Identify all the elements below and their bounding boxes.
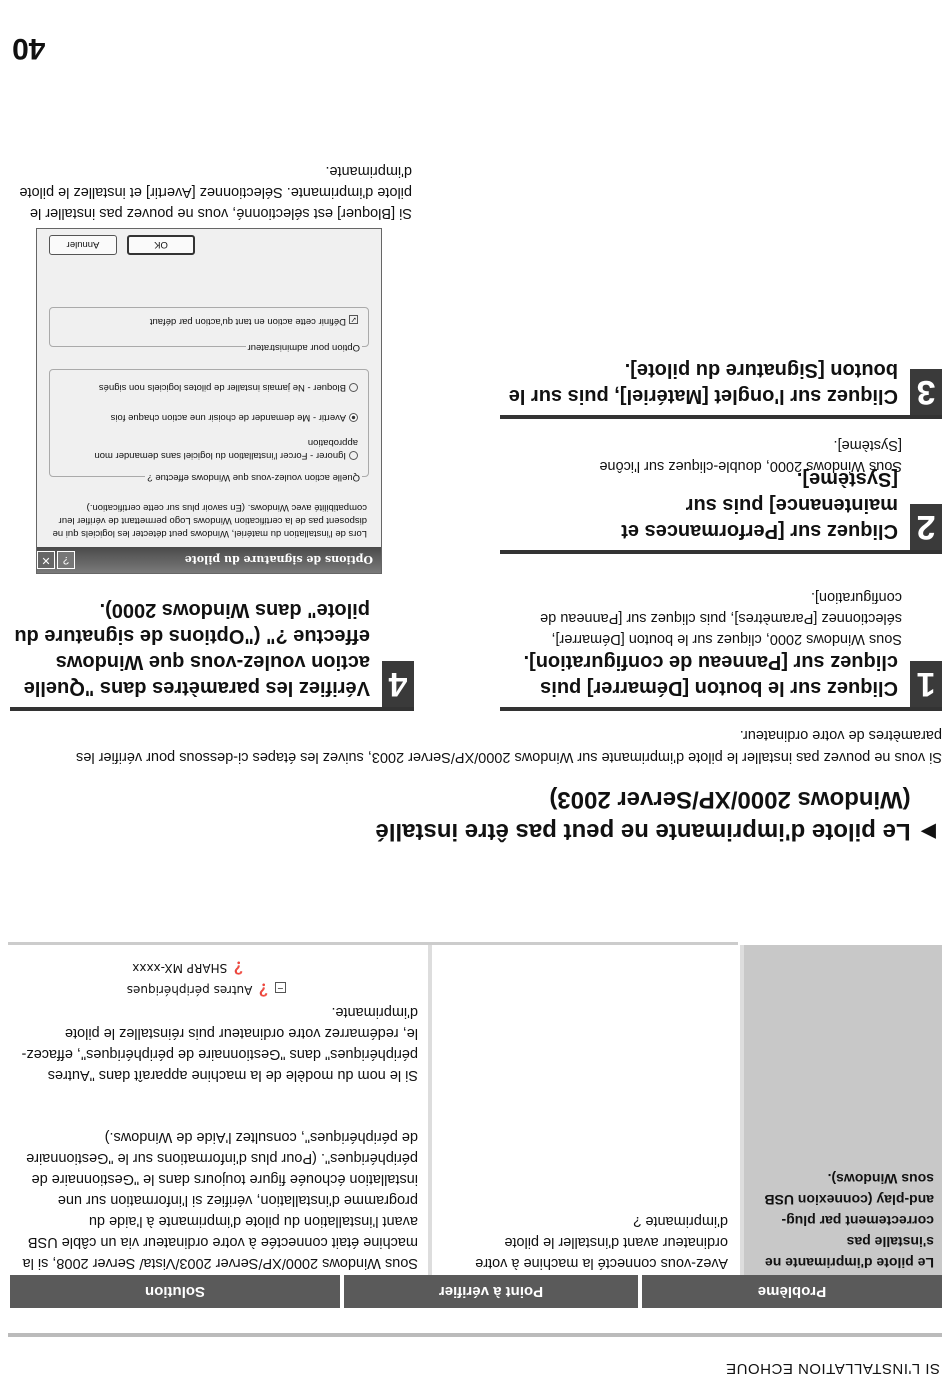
radio-warn[interactable] <box>349 413 358 422</box>
solution-text-1: Sous Windows 2000/XP/Server 2003/Vista/ Server 2008, si la machine était connectée à votre ordinateur via un câble USB avant l'installation du pilote d'imprimante à l'aide du programme d'installation, vérifiez si l'information sur une installation échouée figure toujours dans le "Gestionnaire de périphériques". (Pour plus d'informations sur le "Gestionnaire de périphériques", consultez l'Aide de Windows.) <box>22 1129 418 1271</box>
col-header-solution: Solution <box>10 1275 340 1308</box>
section-title: Le pilote d'imprimante ne peut pas être installé (Windows 2000/XP/Server 2003) <box>375 786 911 845</box>
step-1-body: Sous Windows 2000, cliquez sur le bouton [Démarrer], sélectionnez [Paramètres], puis cliquez sur [Panneau de configuration]. <box>540 589 902 647</box>
step-4-number: 4 <box>382 661 414 707</box>
step-1-number: 1 <box>910 661 942 707</box>
driver-signing-dialog <box>36 228 382 574</box>
close-button[interactable]: ✕ <box>37 551 55 569</box>
header-rule <box>8 1333 942 1337</box>
step-3-rule <box>500 415 942 419</box>
radio-block[interactable] <box>349 383 358 392</box>
option-warn[interactable]: Avertir - Me demander de choisir une action chaque fois <box>58 411 358 424</box>
option-ignore[interactable]: Ignorer - Forcer l'installation du logiciel sans demander mon approbation <box>94 437 358 461</box>
table-divider-2 <box>428 945 432 1275</box>
step-2-rule <box>500 550 942 554</box>
step-2-body: Sous Windows 2000, double-cliquez sur l'icône [Système]. <box>599 437 902 474</box>
problem-text: Le pilote d'imprimante ne s'installe pas correctement par plug-and-play (connexion USB sous Windows). <box>764 1171 934 1271</box>
action-group <box>49 369 369 483</box>
step-3-number: 3 <box>910 369 942 415</box>
option-block[interactable]: Bloquer - Ne jamais installer de pilotes logiciels non signés <box>58 381 358 394</box>
radio-ignore[interactable] <box>349 451 358 460</box>
dialog-title-bar <box>37 547 381 573</box>
ok-button[interactable]: OK <box>127 235 195 255</box>
help-button[interactable]: ? <box>57 551 75 569</box>
section-intro: Si vous ne pouvez pas installer le pilote d'imprimante sur Windows 2000/XP/Server 2003, suivez les étapes ci-dessous pour vérifier les paramètres de votre ordinateur. <box>76 727 942 765</box>
step-2 <box>500 466 942 550</box>
admin-group <box>49 307 369 353</box>
table-bottom-rule <box>8 942 738 945</box>
col-header-problem: Problème <box>642 1275 942 1308</box>
block-note: Si [Bloquer] est sélectionné, vous ne pouvez pas installer le pilote d'imprimante. Sélectionnez [Avertir] et installez le pilote d'imprimante. <box>19 163 412 221</box>
device-tree-child: ❓ SHARP MX-xxxx <box>132 961 246 975</box>
device-tree-parent: − ❓ Autres périphériques <box>16 979 286 1001</box>
dialog-title: Options de signature du pilote <box>184 553 373 567</box>
dialog-description: Lors de l'installation du matériel, Windows peut détecter les logiciels qui ne disposent pas de la certification Windows Logo permettant de vérifier leur compatibilité avec Windows. (En savoir plus sur cette certification.) <box>52 502 367 539</box>
step-4-title: Vérifiez les paramètres dans "Quelle action voulez-vous que Windows effectue ?" ("Options de signature du pilote" dans Windows 2000). <box>14 599 370 699</box>
collapse-icon: − <box>275 982 286 993</box>
action-group-title: Quelle action voulez-vous que Windows effectue ? <box>147 472 360 483</box>
step-2-title: Cliquez sur [Performances et maintenance] puis sur [Système]. <box>621 468 898 542</box>
section-title-block <box>16 783 936 847</box>
step-1-rule <box>500 707 942 711</box>
step-1-title: Cliquez sur le bouton [Démarrer] puis cliquez sur [Panneau de configuration]. <box>523 651 898 699</box>
default-action-option[interactable]: ✓Définir cette action en tant qu'action par défaut <box>149 315 357 327</box>
device-category-icon: ❓ <box>256 983 272 997</box>
step-3-title: Cliquez sur l'onglet [Matériel], puis sur le bouton [Signature du pilote]. <box>508 359 898 407</box>
device-tree <box>16 957 286 1001</box>
admin-group-title: Option pour administrateur <box>247 342 360 353</box>
table-divider-1 <box>740 945 744 1275</box>
section-marker-icon: ▶ <box>920 821 936 843</box>
step-4 <box>10 597 414 707</box>
solution-text-2: Si le nom du modèle de la machine apparaît dans "Autres périphériques" dans "Gestionnaire de périphériques", effacez-le, redémarrez votre ordinateur puis réinstallez le pilote d'imprimante. <box>21 1004 418 1083</box>
step-3 <box>500 357 942 415</box>
cancel-button[interactable]: Annuler <box>49 235 117 255</box>
step-2-number: 2 <box>910 504 942 550</box>
device-icon: ❓ <box>231 961 246 975</box>
check-text: Avez-vous connecté la machine à votre ordinateur avant d'installer le pilote d'imprimante ? <box>475 1213 728 1271</box>
page-number: 40 <box>12 32 46 65</box>
step-4-rule <box>10 707 414 711</box>
col-header-check: Point à vérifier <box>344 1275 638 1308</box>
step-1 <box>500 649 942 707</box>
section-header: SI L'INSTALLATION ECHOUE <box>725 1360 940 1377</box>
default-action-checkbox[interactable]: ✓ <box>350 315 357 324</box>
